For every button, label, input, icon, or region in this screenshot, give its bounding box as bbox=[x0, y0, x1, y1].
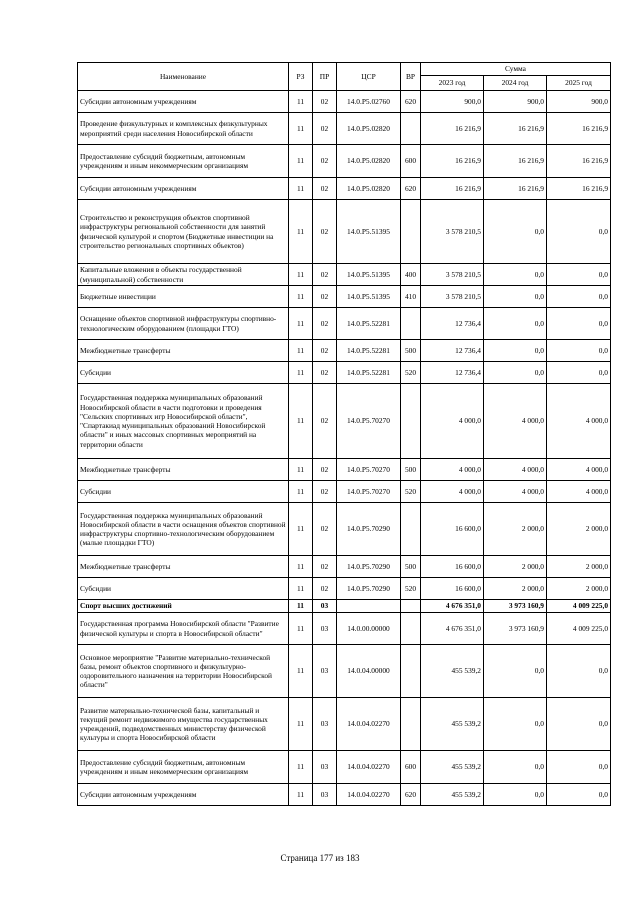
cell-csr: 14.0.P5.52281 bbox=[337, 362, 401, 384]
cell-2023: 16 600,0 bbox=[421, 556, 484, 578]
cell-2023: 455 539,2 bbox=[421, 698, 484, 751]
header-vr: ВР bbox=[401, 63, 421, 91]
cell-2024: 4 000,0 bbox=[484, 459, 547, 481]
table-row bbox=[78, 264, 611, 286]
cell-2023: 16 216,9 bbox=[421, 178, 484, 200]
cell-2024: 2 000,0 bbox=[484, 503, 547, 556]
cell-rz: 11 bbox=[289, 556, 313, 578]
cell-vr bbox=[401, 600, 421, 613]
cell-name: Основное мероприятие "Развитие материально-технической базы, ремонт объектов спортивного и физкультурно-оздоровительного назначения на территории Новосибирской области" bbox=[78, 645, 289, 698]
header-sum: Сумма bbox=[421, 63, 611, 76]
cell-rz: 11 bbox=[289, 113, 313, 145]
cell-2024: 3 973 160,9 bbox=[484, 600, 547, 613]
cell-csr: 14.0.P5.51395 bbox=[337, 286, 401, 308]
table-row bbox=[78, 113, 611, 145]
table-row bbox=[78, 784, 611, 806]
cell-rz: 11 bbox=[289, 362, 313, 384]
cell-pr: 03 bbox=[313, 645, 337, 698]
cell-2024: 2 000,0 bbox=[484, 578, 547, 600]
cell-2023: 3 578 210,5 bbox=[421, 264, 484, 286]
cell-2023: 12 736,4 bbox=[421, 340, 484, 362]
cell-csr: 14.0.04.02270 bbox=[337, 698, 401, 751]
table-row bbox=[78, 91, 611, 113]
cell-rz: 11 bbox=[289, 784, 313, 806]
cell-vr: 500 bbox=[401, 556, 421, 578]
cell-2024: 0,0 bbox=[484, 751, 547, 784]
cell-2023: 455 539,2 bbox=[421, 645, 484, 698]
cell-2025: 4 000,0 bbox=[547, 481, 611, 503]
cell-rz: 11 bbox=[289, 286, 313, 308]
cell-2023: 12 736,4 bbox=[421, 308, 484, 340]
cell-rz: 11 bbox=[289, 613, 313, 645]
table-row bbox=[78, 503, 611, 556]
cell-pr: 03 bbox=[313, 698, 337, 751]
cell-rz: 11 bbox=[289, 264, 313, 286]
cell-rz: 11 bbox=[289, 308, 313, 340]
header-rz: РЗ bbox=[289, 63, 313, 91]
cell-pr: 02 bbox=[313, 200, 337, 264]
cell-2024: 4 000,0 bbox=[484, 384, 547, 459]
cell-vr: 600 bbox=[401, 751, 421, 784]
table-row bbox=[78, 481, 611, 503]
cell-vr: 520 bbox=[401, 481, 421, 503]
cell-vr bbox=[401, 698, 421, 751]
cell-name: Субсидии автономным учреждениям bbox=[78, 784, 289, 806]
cell-2025: 0,0 bbox=[547, 286, 611, 308]
cell-csr: 14.0.P5.70270 bbox=[337, 459, 401, 481]
cell-name: Государственная поддержка муниципальных образований Новосибирской области в части подготовки и проведения "Сельских спортивных игр Новосибирской области", "Спартакиад муниципальных образований Новосибирской области" и иных массовых спортивных мероприятий на территории области bbox=[78, 384, 289, 459]
header-year-2025: 2025 год bbox=[547, 76, 611, 91]
cell-2024: 16 216,9 bbox=[484, 145, 547, 178]
cell-vr bbox=[401, 645, 421, 698]
table-header bbox=[78, 63, 611, 91]
cell-name: Государственная программа Новосибирской области "Развитие физической культуры и спорта в Новосибирской области" bbox=[78, 613, 289, 645]
cell-2024: 2 000,0 bbox=[484, 556, 547, 578]
cell-vr bbox=[401, 113, 421, 145]
cell-pr: 02 bbox=[313, 503, 337, 556]
cell-2023: 12 736,4 bbox=[421, 362, 484, 384]
cell-csr: 14.0.P5.02820 bbox=[337, 113, 401, 145]
table-row bbox=[78, 362, 611, 384]
cell-name: Развитие материально-технической базы, капитальный и текущий ремонт недвижимого имущества государственных учреждений, подведомственных министерству физической культуры и спорта Новосибирской области bbox=[78, 698, 289, 751]
cell-2025: 4 000,0 bbox=[547, 384, 611, 459]
cell-name: Капитальные вложения в объекты государственной (муниципальной) собственности bbox=[78, 264, 289, 286]
cell-2023: 4 000,0 bbox=[421, 481, 484, 503]
table-row bbox=[78, 578, 611, 600]
table-row bbox=[78, 751, 611, 784]
cell-2024: 4 000,0 bbox=[484, 481, 547, 503]
cell-vr bbox=[401, 503, 421, 556]
cell-2024: 0,0 bbox=[484, 645, 547, 698]
cell-2025: 4 009 225,0 bbox=[547, 613, 611, 645]
cell-2024: 0,0 bbox=[484, 784, 547, 806]
cell-pr: 02 bbox=[313, 113, 337, 145]
cell-name: Предоставление субсидий бюджетным, автономным учреждениям и иным некоммерческим организациям bbox=[78, 145, 289, 178]
cell-csr: 14.0.P5.51395 bbox=[337, 200, 401, 264]
cell-pr: 03 bbox=[313, 613, 337, 645]
cell-name: Субсидии bbox=[78, 481, 289, 503]
cell-rz: 11 bbox=[289, 503, 313, 556]
cell-vr: 410 bbox=[401, 286, 421, 308]
cell-name: Государственная поддержка муниципальных образований Новосибирской области в части оснащения объектов спортивной инфраструктуры спортивно-технологическим оборудованием (малые площадки ГТО) bbox=[78, 503, 289, 556]
cell-2024: 900,0 bbox=[484, 91, 547, 113]
cell-vr: 620 bbox=[401, 91, 421, 113]
cell-csr: 14.0.P5.70270 bbox=[337, 384, 401, 459]
cell-csr: 14.0.04.02270 bbox=[337, 784, 401, 806]
header-year-2023: 2023 год bbox=[421, 76, 484, 91]
cell-pr: 03 bbox=[313, 600, 337, 613]
cell-2023: 455 539,2 bbox=[421, 751, 484, 784]
cell-2024: 16 216,9 bbox=[484, 178, 547, 200]
header-name: Наименование bbox=[78, 63, 289, 91]
cell-rz: 11 bbox=[289, 698, 313, 751]
cell-pr: 02 bbox=[313, 384, 337, 459]
cell-name: Межбюджетные трансферты bbox=[78, 340, 289, 362]
cell-2025: 4 000,0 bbox=[547, 459, 611, 481]
cell-name: Субсидии bbox=[78, 578, 289, 600]
cell-vr: 400 bbox=[401, 264, 421, 286]
cell-2023: 4 676 351,0 bbox=[421, 613, 484, 645]
table-row bbox=[78, 556, 611, 578]
cell-csr: 14.0.P5.70290 bbox=[337, 503, 401, 556]
cell-2023: 16 216,9 bbox=[421, 145, 484, 178]
cell-2023: 16 216,9 bbox=[421, 113, 484, 145]
cell-vr bbox=[401, 384, 421, 459]
cell-vr bbox=[401, 613, 421, 645]
cell-csr: 14.0.P5.70290 bbox=[337, 578, 401, 600]
cell-2025: 16 216,9 bbox=[547, 145, 611, 178]
header-csr: ЦСР bbox=[337, 63, 401, 91]
cell-name: Субсидии автономным учреждениям bbox=[78, 178, 289, 200]
cell-2023: 3 578 210,5 bbox=[421, 286, 484, 308]
cell-2025: 0,0 bbox=[547, 751, 611, 784]
cell-2025: 2 000,0 bbox=[547, 503, 611, 556]
cell-csr: 14.0.P5.02760 bbox=[337, 91, 401, 113]
cell-pr: 02 bbox=[313, 556, 337, 578]
cell-csr bbox=[337, 600, 401, 613]
cell-pr: 02 bbox=[313, 578, 337, 600]
cell-pr: 03 bbox=[313, 784, 337, 806]
cell-2024: 0,0 bbox=[484, 340, 547, 362]
cell-vr: 600 bbox=[401, 145, 421, 178]
table-row bbox=[78, 145, 611, 178]
cell-csr: 14.0.P5.02820 bbox=[337, 178, 401, 200]
cell-pr: 02 bbox=[313, 308, 337, 340]
table-row bbox=[78, 178, 611, 200]
cell-csr: 14.0.P5.70290 bbox=[337, 556, 401, 578]
cell-2025: 0,0 bbox=[547, 200, 611, 264]
cell-2025: 0,0 bbox=[547, 308, 611, 340]
table-row bbox=[78, 613, 611, 645]
budget-table bbox=[77, 62, 611, 806]
cell-2025: 16 216,9 bbox=[547, 113, 611, 145]
cell-rz: 11 bbox=[289, 145, 313, 178]
cell-csr: 14.0.00.00000 bbox=[337, 613, 401, 645]
cell-2025: 0,0 bbox=[547, 264, 611, 286]
cell-2025: 0,0 bbox=[547, 784, 611, 806]
cell-2024: 0,0 bbox=[484, 362, 547, 384]
page-footer: Страница 177 из 183 bbox=[280, 853, 360, 863]
cell-2023: 16 600,0 bbox=[421, 503, 484, 556]
table-row bbox=[78, 645, 611, 698]
cell-rz: 11 bbox=[289, 91, 313, 113]
table-row bbox=[78, 459, 611, 481]
cell-vr: 520 bbox=[401, 362, 421, 384]
cell-2025: 2 000,0 bbox=[547, 556, 611, 578]
cell-pr: 02 bbox=[313, 362, 337, 384]
cell-rz: 11 bbox=[289, 578, 313, 600]
cell-rz: 11 bbox=[289, 751, 313, 784]
cell-vr: 500 bbox=[401, 340, 421, 362]
cell-rz: 11 bbox=[289, 340, 313, 362]
cell-2023: 4 676 351,0 bbox=[421, 600, 484, 613]
cell-csr: 14.0.P5.51395 bbox=[337, 264, 401, 286]
cell-pr: 02 bbox=[313, 178, 337, 200]
cell-name: Спорт высших достижений bbox=[78, 600, 289, 613]
cell-rz: 11 bbox=[289, 481, 313, 503]
cell-2023: 16 600,0 bbox=[421, 578, 484, 600]
cell-2025: 0,0 bbox=[547, 362, 611, 384]
cell-csr: 14.0.P5.52281 bbox=[337, 308, 401, 340]
cell-name: Оснащение объектов спортивной инфраструктуры спортивно-технологическим оборудованием (площадки ГТО) bbox=[78, 308, 289, 340]
cell-2023: 4 000,0 bbox=[421, 459, 484, 481]
cell-vr: 620 bbox=[401, 784, 421, 806]
cell-name: Предоставление субсидий бюджетным, автономным учреждениям и иным некоммерческим организациям bbox=[78, 751, 289, 784]
cell-vr bbox=[401, 308, 421, 340]
cell-pr: 02 bbox=[313, 481, 337, 503]
cell-rz: 11 bbox=[289, 600, 313, 613]
cell-vr: 520 bbox=[401, 578, 421, 600]
cell-csr: 14.0.04.02270 bbox=[337, 751, 401, 784]
cell-name: Субсидии автономным учреждениям bbox=[78, 91, 289, 113]
cell-csr: 14.0.P5.02820 bbox=[337, 145, 401, 178]
cell-pr: 02 bbox=[313, 286, 337, 308]
table-row bbox=[78, 308, 611, 340]
cell-vr: 620 bbox=[401, 178, 421, 200]
table-body bbox=[78, 91, 611, 806]
cell-rz: 11 bbox=[289, 200, 313, 264]
cell-2025: 0,0 bbox=[547, 698, 611, 751]
cell-2025: 2 000,0 bbox=[547, 578, 611, 600]
cell-2024: 0,0 bbox=[484, 200, 547, 264]
cell-rz: 11 bbox=[289, 178, 313, 200]
cell-pr: 02 bbox=[313, 264, 337, 286]
table-row bbox=[78, 384, 611, 459]
cell-rz: 11 bbox=[289, 645, 313, 698]
table-row bbox=[78, 340, 611, 362]
cell-pr: 02 bbox=[313, 91, 337, 113]
cell-2023: 900,0 bbox=[421, 91, 484, 113]
cell-pr: 02 bbox=[313, 340, 337, 362]
cell-vr bbox=[401, 200, 421, 264]
cell-name: Проведение физкультурных и комплексных физкультурных мероприятий среди населения Новосибирской области bbox=[78, 113, 289, 145]
cell-csr: 14.0.P5.52281 bbox=[337, 340, 401, 362]
cell-name: Межбюджетные трансферты bbox=[78, 556, 289, 578]
header-year-2024: 2024 год bbox=[484, 76, 547, 91]
cell-2025: 0,0 bbox=[547, 340, 611, 362]
header-pr: ПР bbox=[313, 63, 337, 91]
cell-pr: 02 bbox=[313, 459, 337, 481]
cell-csr: 14.0.04.00000 bbox=[337, 645, 401, 698]
cell-2024: 0,0 bbox=[484, 264, 547, 286]
table-row bbox=[78, 600, 611, 613]
cell-name: Межбюджетные трансферты bbox=[78, 459, 289, 481]
cell-2025: 4 009 225,0 bbox=[547, 600, 611, 613]
cell-2024: 16 216,9 bbox=[484, 113, 547, 145]
cell-2024: 0,0 bbox=[484, 698, 547, 751]
cell-vr: 500 bbox=[401, 459, 421, 481]
cell-rz: 11 bbox=[289, 459, 313, 481]
cell-2025: 900,0 bbox=[547, 91, 611, 113]
cell-name: Субсидии bbox=[78, 362, 289, 384]
cell-2024: 0,0 bbox=[484, 308, 547, 340]
cell-2023: 4 000,0 bbox=[421, 384, 484, 459]
cell-2025: 16 216,9 bbox=[547, 178, 611, 200]
cell-2023: 3 578 210,5 bbox=[421, 200, 484, 264]
cell-2023: 455 539,2 bbox=[421, 784, 484, 806]
cell-csr: 14.0.P5.70270 bbox=[337, 481, 401, 503]
cell-name: Строительство и реконструкция объектов спортивной инфраструктуры региональной собственности для занятий физической культурой и спортом (Бюджетные инвестиции на строительство региональных спортивных объектов) bbox=[78, 200, 289, 264]
cell-2025: 0,0 bbox=[547, 645, 611, 698]
cell-name: Бюджетные инвестиции bbox=[78, 286, 289, 308]
cell-2024: 0,0 bbox=[484, 286, 547, 308]
cell-pr: 03 bbox=[313, 751, 337, 784]
table-row bbox=[78, 286, 611, 308]
cell-2024: 3 973 160,9 bbox=[484, 613, 547, 645]
cell-rz: 11 bbox=[289, 384, 313, 459]
table-row bbox=[78, 200, 611, 264]
table-row bbox=[78, 698, 611, 751]
cell-pr: 02 bbox=[313, 145, 337, 178]
